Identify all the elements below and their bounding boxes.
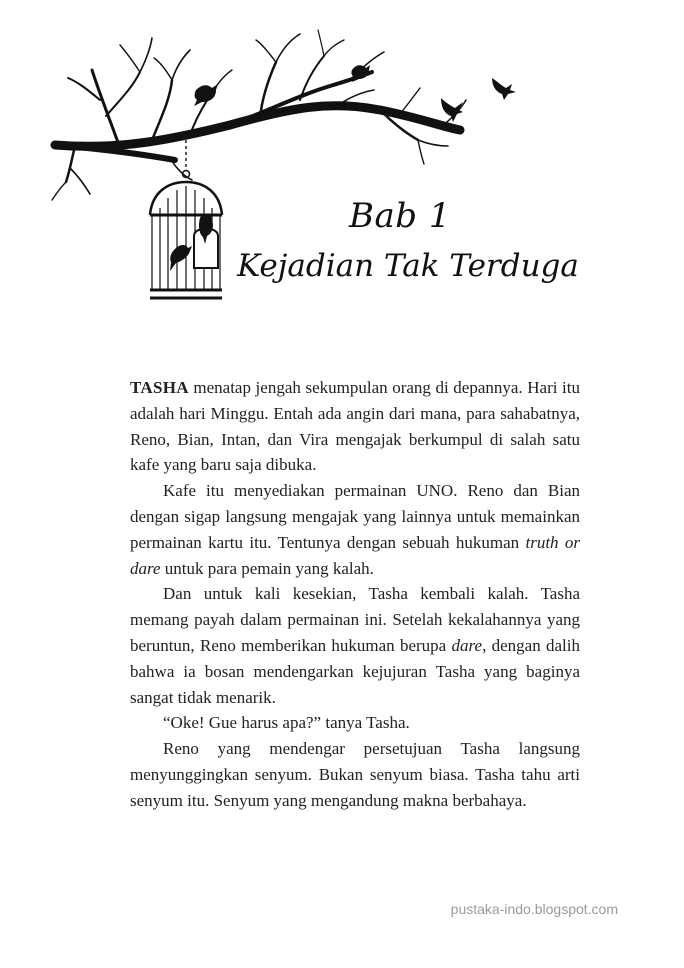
paragraph-text: menatap jengah sekumpulan orang di depannya. Hari itu adalah hari Minggu. Entah ada angin dari mana, para sahabatnya, Reno, Bian, Intan, dan Vira mengajak berkumpul di salah satu kafe yang baru saja dibuka. xyxy=(130,378,580,475)
chapter-title: Kejadian Tak Terduga xyxy=(237,248,579,284)
paragraph xyxy=(130,581,580,710)
chapter-number: Bab 1 xyxy=(349,196,451,236)
paragraph-text: Dan untuk kali kesekian, Tasha kembali kalah. Tasha memang payah dalam permainan ini. Setelah kekalahannya yang beruntun, Reno memberikan hukuman berupa xyxy=(130,584,580,655)
paragraph-text: Reno yang mendengar persetujuan Tasha langsung menyunggingkan senyum. Bukan senyum biasa. Tasha tahu arti senyum itu. Senyum yang mengandung makna berbahaya. xyxy=(130,739,580,810)
paragraph xyxy=(130,478,580,581)
bird-icon xyxy=(194,65,516,122)
chapter-body xyxy=(130,375,580,814)
paragraph-text: “Oke! Gue harus apa?” tanya Tasha. xyxy=(163,713,410,733)
paragraph-text: Kafe itu menyediakan permainan UNO. Reno dan Bian dengan sigap langsung mengajak yang lainnya untuk memainkan permainan kartu itu. Tentunya dengan sebuah hukuman xyxy=(130,481,580,552)
tree-branch-icon xyxy=(52,30,466,200)
paragraph xyxy=(130,375,580,478)
paragraph xyxy=(130,710,580,736)
paragraph xyxy=(130,736,580,813)
source-watermark: pustaka-indo.blogspot.com xyxy=(450,901,618,917)
lead-word: TASHA xyxy=(130,378,189,397)
paragraph-text: , dengan dalih bahwa ia bosan mendengarkan kejujuran Tasha yang baginya sangat tidak menarik. xyxy=(130,635,580,707)
paragraph-text: untuk para pemain yang kalah. xyxy=(160,558,374,578)
emphasis-text: truth or dare xyxy=(130,532,580,578)
emphasis-text: dare xyxy=(451,635,483,655)
